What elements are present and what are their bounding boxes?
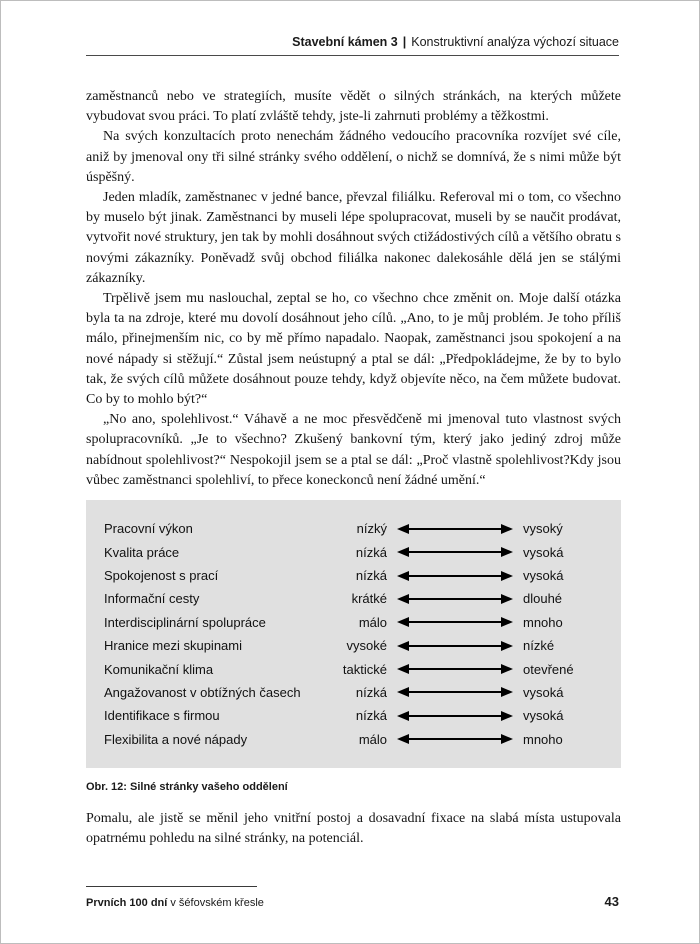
paragraph-4: Trpělivě jsem mu naslouchal, zeptal se ho, co všechno chce změnit on. Moje další otázka byla ta na zdroje, které mu dovolí dosáhnout jeho cílů. „Ano, to je můj problém. Je toho příliš málo, přinejmenším nic, co by mě přímo napadalo. Naopak, zaměstnanci jsou spokojení a na nové nápady si stěžují.“ Zůstal jsem neústupný a ptal se dál: „Předpokládejme, že by to bylo tak, že svých cílů můžete dosáhnout pouze tehdy, když objevíte něco, na čem můžete budovat. Co by to mohlo být?“ [86, 291, 621, 408]
low-value-label: málo [358, 731, 387, 747]
figure-box [86, 500, 621, 768]
chapter-label: Stavební kámen 3 [292, 35, 398, 49]
high-value-label: mnoho [523, 731, 563, 747]
high-value-label: vysoký [523, 521, 563, 537]
figure-row [104, 587, 603, 610]
footer-rule [86, 886, 257, 887]
double-arrow-icon [397, 546, 513, 558]
page-body [86, 87, 621, 849]
low-value-label: nízká [355, 684, 387, 700]
attribute-label: Kvalita práce [104, 544, 180, 560]
low-value-label: nízký [356, 521, 387, 537]
high-value-label: vysoká [523, 684, 564, 700]
double-arrow-icon [397, 663, 513, 675]
figure-row [104, 611, 603, 634]
high-value-label: mnoho [523, 614, 563, 630]
figure-row [104, 540, 603, 563]
paragraph-5: „No ano, spolehlivost.“ Váhavě a ne moc přesvědčeně mi jmenoval tuto vlastnost svých spolupracovníků. „Je to všechno? Zkušený bankovní tým, který jako jediný zdroj může nabídnout spolehlivost?“ Nespokojil jsem se a ptal se dál: „Proč vlastně spolehlivost?Kdy jsou vůbec zaměstnanci spolehliví, to přece koneckonců není žádné umění.“ [86, 412, 621, 488]
page-number: 43 [604, 894, 619, 909]
double-arrow-icon [397, 523, 513, 535]
figure-row [104, 564, 603, 587]
figure-row [104, 634, 603, 657]
high-value-label: vysoká [523, 568, 564, 584]
book-title [86, 897, 264, 909]
figure-row [104, 681, 603, 704]
paragraph-1: zaměstnanců nebo ve strategiích, musíte vědět o silných stránkách, na kterých můžete vybudovat svou práci. To platí zvláště tehdy, jste-li zahrnuti problémy a těžkostmi. [86, 89, 621, 125]
paragraph-6: Pomalu, ale jistě se měnil jeho vnitřní postoj a dosavadní fixace na slabá místa ustupovala opatrnému pohledu na silné stránky, na potenciál. [86, 810, 621, 847]
low-value-label: nízká [355, 708, 387, 724]
paragraph-2: Na svých konzultacích proto nenechám žádného vedoucího pracovníka rozvíjet své cíle, aniž by jmenoval ony tři silné stránky svého oddělení, o nichž se domnívá, že s nimi může být úspěšný. [86, 129, 621, 185]
header-divider: | [402, 35, 407, 49]
figure-strengths [86, 500, 621, 793]
high-value-label: vysoká [523, 544, 564, 560]
header-rule [86, 55, 619, 56]
attribute-label: Komunikační klima [104, 661, 214, 677]
double-arrow-icon [397, 710, 513, 722]
low-value-label: málo [358, 614, 387, 630]
double-arrow-icon [397, 733, 513, 745]
double-arrow-icon [397, 593, 513, 605]
figure-row [104, 517, 603, 540]
attribute-label: Interdisciplinární spolupráce [104, 614, 266, 630]
double-arrow-icon [397, 640, 513, 652]
figure-caption: Obr. 12: Silné stránky vašeho oddělení [86, 780, 288, 793]
attribute-label: Flexibilita a nové nápady [104, 731, 248, 747]
double-arrow-icon [397, 616, 513, 628]
attribute-label: Angažovanost v obtížných časech [104, 684, 301, 700]
figure-row [104, 657, 603, 680]
low-value-label: nízká [355, 568, 387, 584]
book-title-rest: v šéfovském křesle [170, 897, 264, 909]
book-title-bold: Prvních 100 dní [86, 897, 168, 909]
high-value-label: nízké [523, 638, 555, 654]
high-value-label: otevřené [523, 661, 574, 677]
low-value-label: vysoké [346, 638, 387, 654]
attribute-label: Identifikace s firmou [104, 708, 220, 724]
low-value-label: krátké [351, 591, 387, 607]
running-head [86, 1, 619, 49]
figure-row [104, 728, 603, 751]
double-arrow-icon [397, 686, 513, 698]
page-header [86, 1, 619, 56]
attribute-label: Hranice mezi skupinami [104, 638, 242, 654]
section-title: Konstruktivní analýza výchozí situace [411, 35, 619, 49]
paragraph-3: Jeden mladík, zaměstnanec v jedné bance, převzal filiálku. Referoval mi o tom, co všechno by muselo být jinak. Zaměstnanci by museli lépe spolupracovat, museli by se naučit prodávat, vytvořit nové struktury, jen tak by mohli dosáhnout svých ctižádostivých cílů a většího obratu s novými zákazníky. Poněvadž svůj obchod filiálka nakonec dalekosáhle dělá jen se stálými zákazníky. [86, 190, 621, 286]
attribute-label: Pracovní výkon [104, 521, 193, 537]
low-value-label: taktické [342, 661, 387, 677]
low-value-label: nízká [355, 544, 387, 560]
attribute-label: Spokojenost s prací [104, 568, 219, 584]
figure-row [104, 704, 603, 727]
high-value-label: dlouhé [523, 591, 563, 607]
page-footer [86, 886, 619, 909]
double-arrow-icon [397, 570, 513, 582]
attribute-label: Informační cesty [104, 591, 200, 607]
footer-row [86, 894, 619, 909]
high-value-label: vysoká [523, 708, 564, 724]
